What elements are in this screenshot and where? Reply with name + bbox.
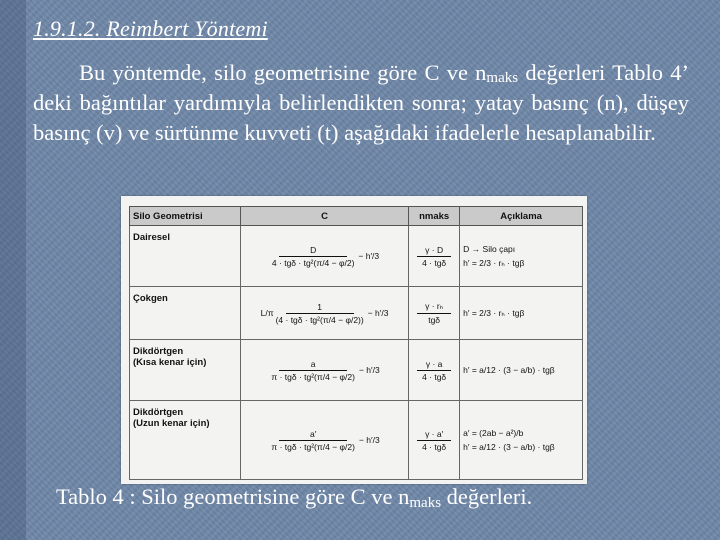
c-term: − h′/3 — [367, 308, 389, 318]
paragraph-text-2: değerleri Tablo 4’ deki bağıntılar yardımıyla belirlendikten sonra; yatay basınç (n), düşey basınç (v) ve sürtünme kuvveti (t) aşağıdaki ifadelerle hesaplanabilir. — [33, 60, 689, 145]
nmax-formula-cell — [409, 226, 460, 287]
geometry-name: Dikdörtgen — [133, 346, 184, 357]
geometry-cell — [130, 287, 241, 340]
nmax-denominator: tgδ — [428, 315, 441, 325]
nmax-formula-cell — [409, 340, 460, 401]
nmax-numerator: γ · a — [417, 359, 451, 371]
c-denominator: π · tgδ · tg²(π/4 − φ/2) — [271, 441, 355, 452]
slide-heading: 1.9.1.2. Reimbert Yöntemi — [33, 16, 268, 41]
geometry-note: (Uzun kenar için) — [133, 418, 210, 429]
table-row — [130, 401, 583, 480]
c-formula-cell — [241, 401, 409, 480]
caption-text-2: değerleri. — [441, 484, 533, 509]
c-formula-cell — [241, 340, 409, 401]
nmax-numerator: γ · a′ — [417, 429, 451, 441]
table-row — [130, 226, 583, 287]
caption-subscript: maks — [409, 495, 442, 511]
c-term: − h′/3 — [358, 251, 380, 261]
c-denominator: π · tgδ · tg²(π/4 − φ/2) — [271, 371, 355, 382]
nmax-formula-cell — [409, 287, 460, 340]
description-line: h′ = a/12 · (3 − a/b) · tgβ — [463, 442, 555, 452]
description-cell — [460, 287, 583, 340]
body-paragraph — [33, 58, 689, 148]
header-description: Açıklama — [460, 207, 583, 226]
table-header-row — [130, 207, 583, 226]
description-line: h′ = a/12 · (3 − a/b) · tgβ — [463, 365, 555, 375]
c-term: − h′/3 — [358, 365, 380, 375]
c-numerator: a′ — [279, 429, 347, 441]
header-c: C — [241, 207, 409, 226]
nmax-numerator: γ · D — [417, 245, 451, 257]
slide-left-accent — [0, 0, 26, 540]
geometry-note: (Kısa kenar için) — [133, 357, 207, 368]
nmax-denominator: 4 · tgδ — [422, 441, 447, 452]
c-numerator: a — [279, 359, 347, 371]
table-row — [130, 340, 583, 401]
description-line: D → Silo çapı — [463, 243, 516, 254]
geometry-cell — [130, 226, 241, 287]
nmax-formula-cell — [409, 401, 460, 480]
description-line: a′ = (2ab − a²)/b — [463, 428, 524, 438]
nmax-denominator: 4 · tgδ — [422, 257, 447, 268]
c-formula-cell — [241, 226, 409, 287]
c-formula-cell — [241, 287, 409, 340]
c-prefix: L/π — [260, 308, 274, 318]
description-line: h′ = 2/3 · rₕ · tgβ — [463, 307, 525, 318]
c-denominator: (4 · tgδ · tg²(π/4 − φ/2)) — [275, 314, 364, 325]
description-line: h′ = 2/3 · rₕ · tgβ — [463, 257, 525, 268]
geometry-name: Dikdörtgen — [133, 407, 184, 418]
c-denominator: 4 · tgδ · tg²(π/4 − φ/2) — [271, 257, 355, 268]
header-nmax: nmaks — [409, 207, 460, 226]
c-numerator: 1 — [286, 302, 354, 314]
c-term: − h′/3 — [358, 435, 380, 445]
paragraph-subscript: maks — [486, 70, 519, 86]
c-numerator: D — [279, 245, 347, 257]
header-geometry: Silo Geometrisi — [130, 207, 241, 226]
silo-table — [129, 206, 583, 480]
table-caption — [56, 484, 532, 510]
paragraph-text-1: Bu yöntemde, silo geometrisine göre C ve n — [79, 60, 487, 85]
geometry-cell — [130, 340, 241, 401]
nmax-denominator: 4 · tgδ — [422, 371, 447, 382]
description-cell — [460, 226, 583, 287]
geometry-name: Dairesel — [133, 232, 170, 243]
caption-text-1: Tablo 4 : Silo geometrisine göre C ve n — [56, 484, 410, 509]
table-image — [121, 196, 587, 484]
description-cell — [460, 340, 583, 401]
table-row — [130, 287, 583, 340]
geometry-name: Çokgen — [133, 293, 168, 304]
geometry-cell — [130, 401, 241, 480]
nmax-numerator: γ · rₕ — [417, 301, 451, 314]
description-cell — [460, 401, 583, 480]
